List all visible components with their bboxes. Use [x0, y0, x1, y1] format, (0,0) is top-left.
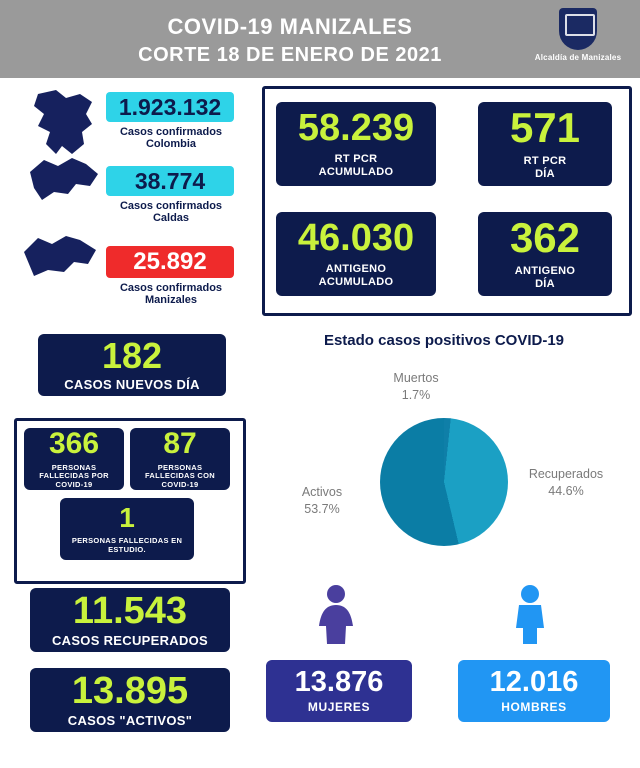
manizales-map-icon: [20, 226, 106, 286]
active-cases-label: CASOS "ACTIVOS": [67, 712, 193, 728]
test-label-line1: ANTIGENO: [514, 265, 576, 278]
test-card-rtpcr-dia: [478, 102, 612, 186]
active-cases-value: 13.895: [71, 669, 189, 712]
deaths-under-study-label: PERSONAS FALLECIDAS EN ESTUDIO.: [71, 535, 183, 554]
test-value: 362: [509, 214, 581, 262]
pie-chart-title: Estado casos positivos COVID-19: [323, 332, 565, 349]
city-logo: [530, 8, 626, 62]
female-count-label: MUJERES: [307, 700, 371, 714]
manizales-caption-line1: Casos confirmados: [119, 282, 223, 294]
pie-label-recuperados-name: Recuperados: [528, 467, 604, 481]
caldas-caption: [96, 200, 246, 224]
deaths-with-covid-label: PERSONAS FALLECIDAS CON COVID-19: [144, 462, 216, 489]
test-label-line2: ACUMULADO: [318, 276, 394, 288]
pie-label-recuperados: [506, 466, 626, 500]
pie-chart: [380, 418, 508, 546]
recovered-cases-label: CASOS RECUPERADOS: [51, 632, 209, 648]
pie-label-activos: [272, 484, 372, 518]
test-card-antigeno-acumulado: [276, 212, 436, 296]
colombia-caption-line1: Casos confirmados: [119, 126, 223, 138]
test-label-line2: DÍA: [535, 168, 555, 180]
manizales-caption-line2: Manizales: [145, 294, 197, 307]
caldas-cases-value: 38.774: [134, 167, 206, 194]
active-cases-box: [30, 668, 230, 732]
new-cases-value: 182: [101, 334, 163, 376]
logo-label: Alcaldía de Manizales: [534, 53, 622, 62]
deaths-under-study-value: 1: [119, 501, 135, 533]
colombia-cases-value: 1.923.132: [118, 93, 222, 120]
deaths-by-covid-value: 366: [48, 426, 100, 460]
test-label-line2: ACUMULADO: [318, 166, 394, 178]
pie-label-recuperados-value: 44.6%: [548, 483, 584, 498]
female-icon: [314, 584, 358, 651]
female-count-value: 13.876: [294, 666, 384, 698]
test-label-line1: RT PCR: [334, 153, 378, 166]
colombia-caption: [96, 126, 246, 150]
pie-label-activos-value: 53.7%: [304, 501, 340, 516]
caldas-cases-value-box: [106, 166, 234, 196]
male-count-value: 12.016: [489, 666, 579, 698]
male-count-label: HOMBRES: [501, 700, 567, 714]
caldas-map-icon: [24, 152, 104, 208]
pie-label-muertos-value: 1.7%: [401, 387, 431, 402]
recovered-cases-box: [30, 588, 230, 652]
recovered-cases-value: 11.543: [72, 589, 188, 632]
test-label-line2: DÍA: [535, 278, 555, 290]
deaths-under-study-box: [60, 498, 194, 560]
caldas-caption-line1: Casos confirmados: [119, 200, 223, 212]
pie-label-muertos: [356, 370, 476, 404]
male-count-box: [458, 660, 610, 722]
colombia-cases-value-box: [106, 92, 234, 122]
header-banner: [0, 0, 640, 78]
page-title: COVID-19 MANIZALES: [167, 14, 413, 39]
test-value: 571: [509, 104, 581, 152]
test-value: 58.239: [297, 107, 415, 150]
deaths-with-covid-value: 87: [163, 426, 197, 460]
colombia-map-icon: [22, 88, 106, 160]
test-card-rtpcr-acumulado: [276, 102, 436, 186]
new-cases-box: [38, 334, 226, 396]
male-icon: [508, 584, 552, 651]
new-cases-label: CASOS NUEVOS DÍA: [64, 376, 200, 392]
test-value: 46.030: [297, 217, 415, 260]
deaths-with-covid-box: [130, 428, 230, 490]
test-label-line1: RT PCR: [523, 155, 567, 168]
female-count-box: [266, 660, 412, 722]
pie-label-muertos-name: Muertos: [393, 371, 439, 385]
manizales-cases-value: 25.892: [133, 248, 207, 275]
test-label-line1: ANTIGENO: [325, 263, 387, 276]
deaths-by-covid-box: [24, 428, 124, 490]
deaths-by-covid-label: PERSONAS FALLECIDAS POR COVID-19: [39, 462, 109, 489]
manizales-caption: [96, 282, 246, 306]
colombia-caption-line2: Colombia: [145, 138, 197, 151]
page-subtitle: CORTE 18 DE ENERO DE 2021: [138, 44, 442, 66]
test-card-antigeno-dia: [478, 212, 612, 296]
pie-label-activos-name: Activos: [301, 485, 343, 499]
shield-icon: [559, 8, 597, 50]
manizales-cases-value-box: [106, 246, 234, 278]
caldas-caption-line2: Caldas: [152, 212, 190, 225]
